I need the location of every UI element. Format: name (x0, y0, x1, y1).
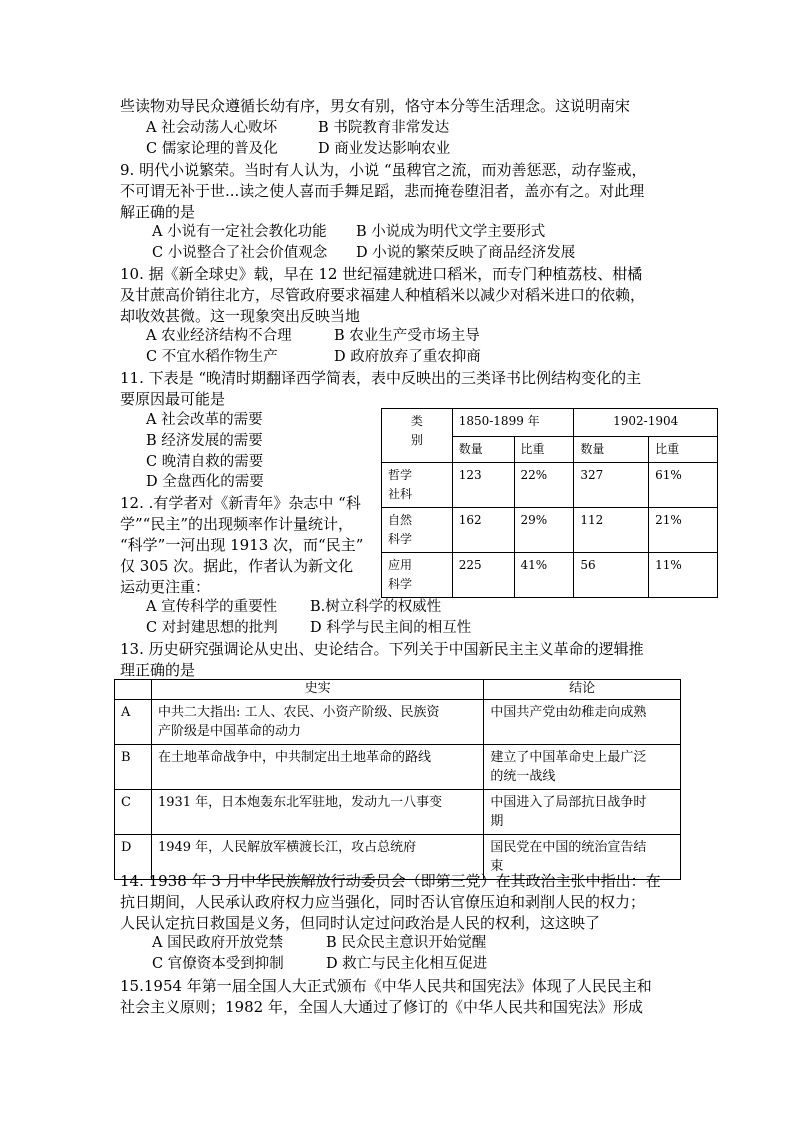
table-cell: 56 (574, 553, 649, 598)
q14-line-3: 人民认定抗日救国是义务，但同时认定过问政治是人民的权利，这这映了 (120, 914, 601, 932)
q13-table-corner (115, 680, 152, 700)
q11-option-d: D 全盘西化的需要 (146, 474, 264, 490)
q13-row-conclusion: 中国共产党由幼稚走向成熟 (484, 700, 681, 745)
q12-line-4: 仅 305 次。据此，作者认为新文化 (120, 557, 354, 575)
q8-text: 些读物劝导民众遵循长幼有序，男女有别，恪守本分等生活理念。这说明南宋 (120, 97, 631, 115)
q13-row-label: B (115, 745, 152, 790)
q14-option-b: B 民众民主意识开始觉醒 (326, 935, 487, 951)
q11-option-a: A 社会改革的需要 (146, 412, 263, 428)
q9-option-d: D 小说的繁荣反映了商品经济发展 (356, 245, 576, 261)
q12-option-d: D 科学与民主间的相互性 (310, 620, 472, 636)
table-row (382, 463, 718, 508)
table-cell: 21% (649, 508, 718, 553)
q9-option-c: C 小说整合了社会价值观念 (152, 245, 328, 261)
q12-line-2: 学”“民主”的出现频率作计量统计， (120, 515, 354, 533)
table-cell: 61% (649, 463, 718, 508)
q11-table-period-1: 1850-1899 年 (452, 409, 574, 437)
q13-row-fact: 1931 年，日本炮轰东北军驻地，发动九一八事变 (151, 790, 483, 835)
q10-line-1: 10. 据《新全球史》载，早在 12 世纪福建就进口稻米，而专门种植荔枝、柑橘 (120, 265, 643, 283)
q8-option-d: D 商业发达影响农业 (318, 141, 451, 157)
q11-row-name: 哲学 社科 (382, 463, 453, 508)
q12-option-b: B.树立科学的权威性 (310, 599, 442, 615)
q13-row-label: A (115, 700, 152, 745)
q13-line-1: 13. 历史研究强调论从史出、史论结合。下列关于中国新民主主义革命的逻辑推 (120, 640, 644, 658)
q10-option-a: A 农业经济结构不合理 (146, 328, 292, 344)
q12-option-a: A 宣传科学的重要性 (146, 599, 278, 615)
q12-line-1: 12. .有学者对《新青年》杂志中 “科 (120, 494, 361, 512)
q11-line-2: 要原因最可能是 (120, 390, 226, 408)
q11-table-subheader: 数量 (452, 437, 514, 463)
q13-row-conclusion: 建立了中国革命史上最广泛 的统一战线 (484, 745, 681, 790)
table-row (115, 700, 681, 745)
q9-line-2: 不可谓无补于世...读之使人喜而手舞足蹈，悲而掩卷堕泪者，盖亦有之。对此理 (120, 182, 645, 200)
q14-option-c: C 官僚资本受到抑制 (152, 956, 284, 972)
q15-line-1: 15.1954 年第一届全国人大正式颁布《中华人民共和国宪法》体现了人民民主和 (120, 977, 652, 995)
table-cell: 29% (514, 508, 574, 553)
table-cell: 112 (574, 508, 649, 553)
table-cell: 327 (574, 463, 649, 508)
q13-line-2: 理正确的是 (120, 661, 196, 679)
q9-option-b: B 小说成为明代文学主要形式 (356, 224, 546, 240)
q13-row-label: D (115, 835, 152, 880)
table-cell: 225 (452, 553, 514, 598)
q12-line-3: “科学”一河出现 1913 次，而“民主” (120, 536, 364, 554)
q11-table-subheader: 数量 (574, 437, 649, 463)
q11-table-subheader: 比重 (649, 437, 718, 463)
table-row (115, 745, 681, 790)
q8-option-a: A 社会动荡人心败坏 (146, 120, 278, 136)
q13-row-conclusion: 国民党在中国的统治宣告结 束 (484, 835, 681, 880)
q13-row-fact: 中共二大指出: 工人、农民、小资产阶级、民族资 产阶级是中国革命的动力 (151, 700, 483, 745)
q12-option-c: C 对封建思想的批判 (146, 620, 278, 636)
q11-row-name: 应用 科学 (382, 553, 453, 598)
q14-option-a: A 国民政府开放党禁 (152, 935, 284, 951)
q13-table (114, 679, 681, 880)
q13-header-fact: 史实 (151, 680, 483, 700)
q8-option-c: C 儒家论理的普及化 (146, 141, 278, 157)
q14-line-1: 14. 1938 年 3 月中华民族解放行动委员会（即第三党）在其政治主张中指出：在 (120, 872, 661, 890)
q11-table-period-2: 1902-1904 (574, 409, 718, 437)
table-row (115, 790, 681, 835)
q13-row-label: C (115, 790, 152, 835)
q11-table-category-header: 类 别 (382, 409, 453, 463)
q14-option-d: D 救亡与民主化相互促进 (326, 956, 488, 972)
q10-option-d: D 政府放弃了重农抑商 (334, 349, 481, 365)
q13-row-fact: 1949 年，人民解放军横渡长江，攻占总统府 (151, 835, 483, 880)
q10-line-3: 却收效甚微。这一现象突出反映当地 (120, 307, 361, 325)
q15-line-2: 社会主义原则；1982 年，全国人大通过了修订的《中华人民共和国宪法》形成 (120, 998, 643, 1016)
q9-line-3: 解正确的是 (120, 203, 196, 221)
q13-header-conclusion: 结论 (484, 680, 681, 700)
q11-table-subheader: 比重 (514, 437, 574, 463)
q13-row-conclusion: 中国进入了局部抗日战争时 期 (484, 790, 681, 835)
q11-table (381, 408, 718, 598)
q10-line-2: 及甘蔗高价销往北方，尽管政府要求福建人种植稻米以减少对稻米进口的依赖， (120, 286, 646, 304)
table-cell: 123 (452, 463, 514, 508)
q9-option-a: A 小说有一定社会教化功能 (152, 224, 327, 240)
q14-line-2: 抗日期间，人民承认政府权力应当强化，同时否认官僚压迫和剥削人民的权力； (120, 893, 646, 911)
table-cell: 162 (452, 508, 514, 553)
q11-option-c: C 晚清自救的需要 (146, 454, 264, 470)
table-cell: 11% (649, 553, 718, 598)
q11-option-b: B 经济发展的需要 (146, 433, 263, 449)
table-cell: 41% (514, 553, 574, 598)
q10-option-b: B 农业生产受市场主导 (334, 328, 480, 344)
table-row (382, 553, 718, 598)
q11-row-name: 自然 科学 (382, 508, 453, 553)
q11-line-1: 11. 下表是 “晚清时期翻译西学简表，表中反映出的三类译书比例结构变化的主 (120, 369, 642, 387)
q8-option-b: B 书院教育非常发达 (318, 120, 450, 136)
q12-line-5: 运动更注重： (120, 578, 211, 596)
q10-option-c: C 不宜水稻作物生产 (146, 349, 278, 365)
table-cell: 22% (514, 463, 574, 508)
q9-line-1: 9. 明代小说繁荣。当时有人认为，小说 “虽稗官之流，而劝善惩恶，动存鉴戒， (120, 161, 647, 179)
table-row (382, 508, 718, 553)
q13-row-fact: 在土地革命战争中，中共制定出土地革命的路线 (151, 745, 483, 790)
